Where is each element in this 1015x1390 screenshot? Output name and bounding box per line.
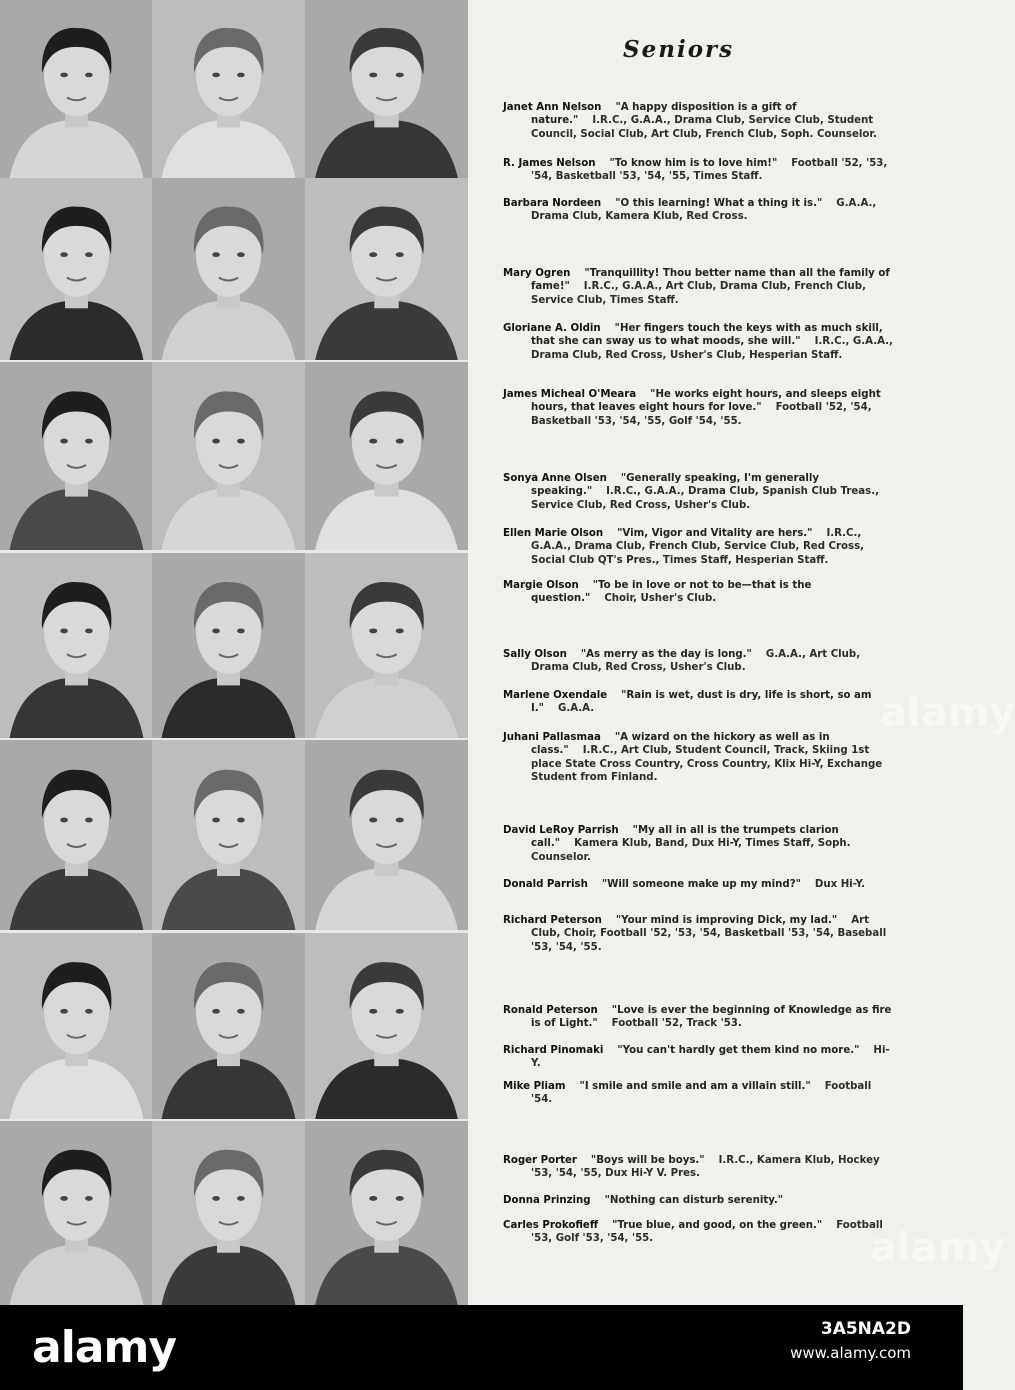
- portrait-photo: [0, 362, 153, 550]
- portrait-photo: [152, 362, 305, 550]
- senior-activities: I.R.C., G.A.A., Art Club, Drama Club, French Club, Service Club, Times Staff.: [531, 281, 866, 306]
- senior-name: Richard Peterson: [503, 915, 602, 926]
- watermark: alamy: [880, 690, 1015, 736]
- portrait-photo: [0, 0, 153, 178]
- senior-entry: [503, 267, 893, 307]
- senior-name: James Micheal O'Meara: [503, 389, 637, 400]
- senior-activities: I.R.C., G.A.A., Drama Club, Service Club, Student Council, Social Club, Art Club, French Club, Soph. Counselor.: [531, 115, 877, 140]
- senior-activities: I.R.C., Kamera Klub, Hockey '53, '54, '55, Dux Hi-Y V. Pres.: [531, 1155, 880, 1180]
- senior-entry: [503, 197, 893, 224]
- portrait-photo: [152, 178, 305, 360]
- portrait-photo: [0, 740, 153, 930]
- senior-quote: "O this learning! What a thing it is.": [615, 198, 823, 209]
- portrait-photo: [152, 0, 305, 178]
- senior-entry: [503, 731, 893, 785]
- senior-entry: [503, 824, 893, 864]
- senior-quote: "You can't hardly get them kind no more.": [617, 1045, 860, 1056]
- senior-quote: "Her fingers touch the keys with as much skill, that she can sway us to what moods, she will.": [531, 323, 883, 348]
- portrait-photo: [152, 553, 305, 738]
- senior-activities: Hi-Y.: [531, 1045, 890, 1070]
- senior-name: Sally Olson: [503, 649, 567, 660]
- senior-entry: [503, 914, 893, 954]
- senior-quote: "Your mind is improving Dick, my lad.": [615, 915, 838, 926]
- senior-name: Ellen Marie Olson: [503, 528, 604, 539]
- senior-entry: [503, 157, 893, 184]
- portrait-photo: [305, 933, 468, 1119]
- senior-name: Gloriane A. Oldin: [503, 323, 601, 334]
- senior-activities: I.R.C., G.A.A., Drama Club, Red Cross, Usher's Club, Hesperian Staff.: [531, 336, 893, 361]
- senior-quote: "He works eight hours, and sleeps eight hours, that leaves eight hours for love.": [531, 389, 881, 414]
- senior-name: Sonya Anne Olsen: [503, 473, 607, 484]
- senior-entry: [503, 1044, 893, 1071]
- senior-name: Donna Prinzing: [503, 1195, 591, 1206]
- portrait-photo: [0, 178, 153, 360]
- senior-quote: "To know him is to love him!": [609, 158, 778, 169]
- senior-quote: "Boys will be boys.": [590, 1155, 705, 1166]
- senior-name: Ronald Peterson: [503, 1005, 598, 1016]
- senior-quote: "I smile and smile and am a villain still.": [579, 1081, 811, 1092]
- senior-name: Mike Pliam: [503, 1081, 566, 1092]
- portrait-photo: [0, 933, 153, 1119]
- portrait-photo: [305, 362, 468, 550]
- senior-quote: "True blue, and good, on the green.": [612, 1220, 823, 1231]
- senior-activities: Football '53, Golf '53, '54, '55.: [531, 1220, 883, 1245]
- senior-name: Barbara Nordeen: [503, 198, 602, 209]
- portrait-photo: [305, 740, 468, 930]
- page-title: Seniors: [623, 36, 735, 63]
- senior-activities: Art Club, Choir, Football '52, '53, '54, Basketball '53, '54, Baseball '53, '54, '55.: [531, 915, 887, 953]
- senior-activities: Football '54.: [531, 1081, 872, 1106]
- portrait-photo: [0, 553, 153, 738]
- portrait-photo: [152, 740, 305, 930]
- senior-entry: [503, 1219, 893, 1246]
- senior-name: David LeRoy Parrish: [503, 825, 619, 836]
- senior-name: Donald Parrish: [503, 879, 588, 890]
- senior-quote: "To be in love or not to be—that is the question.": [531, 580, 812, 605]
- senior-quote: "Will someone make up my mind?": [601, 879, 801, 890]
- senior-activities: G.A.A.: [557, 703, 595, 715]
- senior-activities: I.R.C., G.A.A., Drama Club, French Club, Service Club, Red Cross, Social Club QT's Pres., Times Staff, Hesperian Staff.: [531, 528, 865, 566]
- portrait-photo: [305, 1121, 468, 1305]
- senior-quote: "A happy disposition is a gift of nature.": [531, 102, 797, 127]
- senior-entry: [503, 648, 893, 675]
- senior-activities: I.R.C., G.A.A., Drama Club, Spanish Club Treas., Service Club, Red Cross, Usher's Club.: [531, 486, 879, 511]
- senior-name: Margie Olson: [503, 580, 579, 591]
- senior-name: Janet Ann Nelson: [503, 102, 602, 113]
- senior-entry: [503, 689, 893, 716]
- senior-entry: [503, 1004, 893, 1031]
- senior-quote: "Generally speaking, I'm generally speaking.": [531, 473, 820, 498]
- senior-activities: Choir, Usher's Club.: [604, 593, 717, 605]
- portrait-photo: [305, 553, 468, 738]
- senior-activities: G.A.A., Drama Club, Kamera Klub, Red Cross.: [531, 198, 877, 223]
- senior-activities: Kamera Klub, Band, Dux Hi-Y, Times Staff, Soph. Counselor.: [531, 838, 851, 863]
- senior-entry: [503, 1080, 893, 1107]
- alamy-logo[interactable]: alamy: [32, 1322, 176, 1373]
- senior-name: Carles Prokofieff: [503, 1220, 599, 1231]
- senior-entry: [503, 322, 893, 362]
- senior-name: R. James Nelson: [503, 158, 596, 169]
- senior-name: Marlene Oxendale: [503, 690, 608, 701]
- senior-quote: "Love is ever the beginning of Knowledge as fire is of Light.": [531, 1005, 892, 1030]
- senior-name: Juhani Pallasmaa: [503, 732, 601, 743]
- senior-entry: [503, 1194, 893, 1207]
- senior-entry: [503, 388, 893, 428]
- image-id: 3A5NA2D: [820, 1319, 911, 1339]
- senior-quote: "Vim, Vigor and Vitality are hers.": [617, 528, 813, 539]
- senior-quote: "A wizard on the hickory as well as in class.": [531, 732, 830, 757]
- senior-entry: [503, 472, 893, 512]
- footer-url[interactable]: www.alamy.com: [790, 1344, 911, 1362]
- senior-quote: "As merry as the day is long.": [580, 649, 752, 660]
- senior-entry: [503, 878, 893, 891]
- senior-activities: Football '52, '53, '54, Basketball '53, '54, '55, Times Staff.: [531, 158, 888, 183]
- senior-entry: [503, 527, 893, 567]
- senior-activities: Dux Hi-Y.: [814, 879, 866, 890]
- portrait-photo: [152, 1121, 305, 1305]
- senior-quote: "My all in all is the trumpets clarion call.": [531, 825, 839, 850]
- senior-quote: "Nothing can disturb serenity.": [604, 1195, 784, 1206]
- senior-activities: G.A.A., Art Club, Drama Club, Red Cross, Usher's Club.: [531, 649, 861, 674]
- portrait-photo: [0, 1121, 153, 1305]
- senior-name: Roger Porter: [503, 1155, 577, 1166]
- portrait-photo: [152, 933, 305, 1119]
- senior-entry: [503, 101, 893, 141]
- senior-activities: Football '52, Track '53.: [611, 1018, 742, 1030]
- photo-grid: [0, 0, 468, 1305]
- senior-quote: "Tranquillity! Thou better name than all the family of fame!": [531, 268, 890, 293]
- senior-activities: I.R.C., Art Club, Student Council, Track, Skiing 1st place State Cross Country, Cross Country, Klix Hi-Y, Exchange Student from Finland.: [531, 745, 883, 784]
- senior-quote: "Rain is wet, dust is dry, life is short, so am I.": [531, 690, 872, 715]
- senior-name: Mary Ogren: [503, 268, 571, 279]
- senior-entry: [503, 1154, 893, 1181]
- watermark: alamy: [870, 1225, 1006, 1271]
- portrait-photo: [305, 178, 468, 360]
- senior-entry: [503, 579, 893, 606]
- portrait-photo: [305, 0, 468, 178]
- senior-name: Richard Pinomaki: [503, 1045, 604, 1056]
- senior-activities: Football '52, '54, Basketball '53, '54, '55, Golf '54, '55.: [531, 402, 872, 427]
